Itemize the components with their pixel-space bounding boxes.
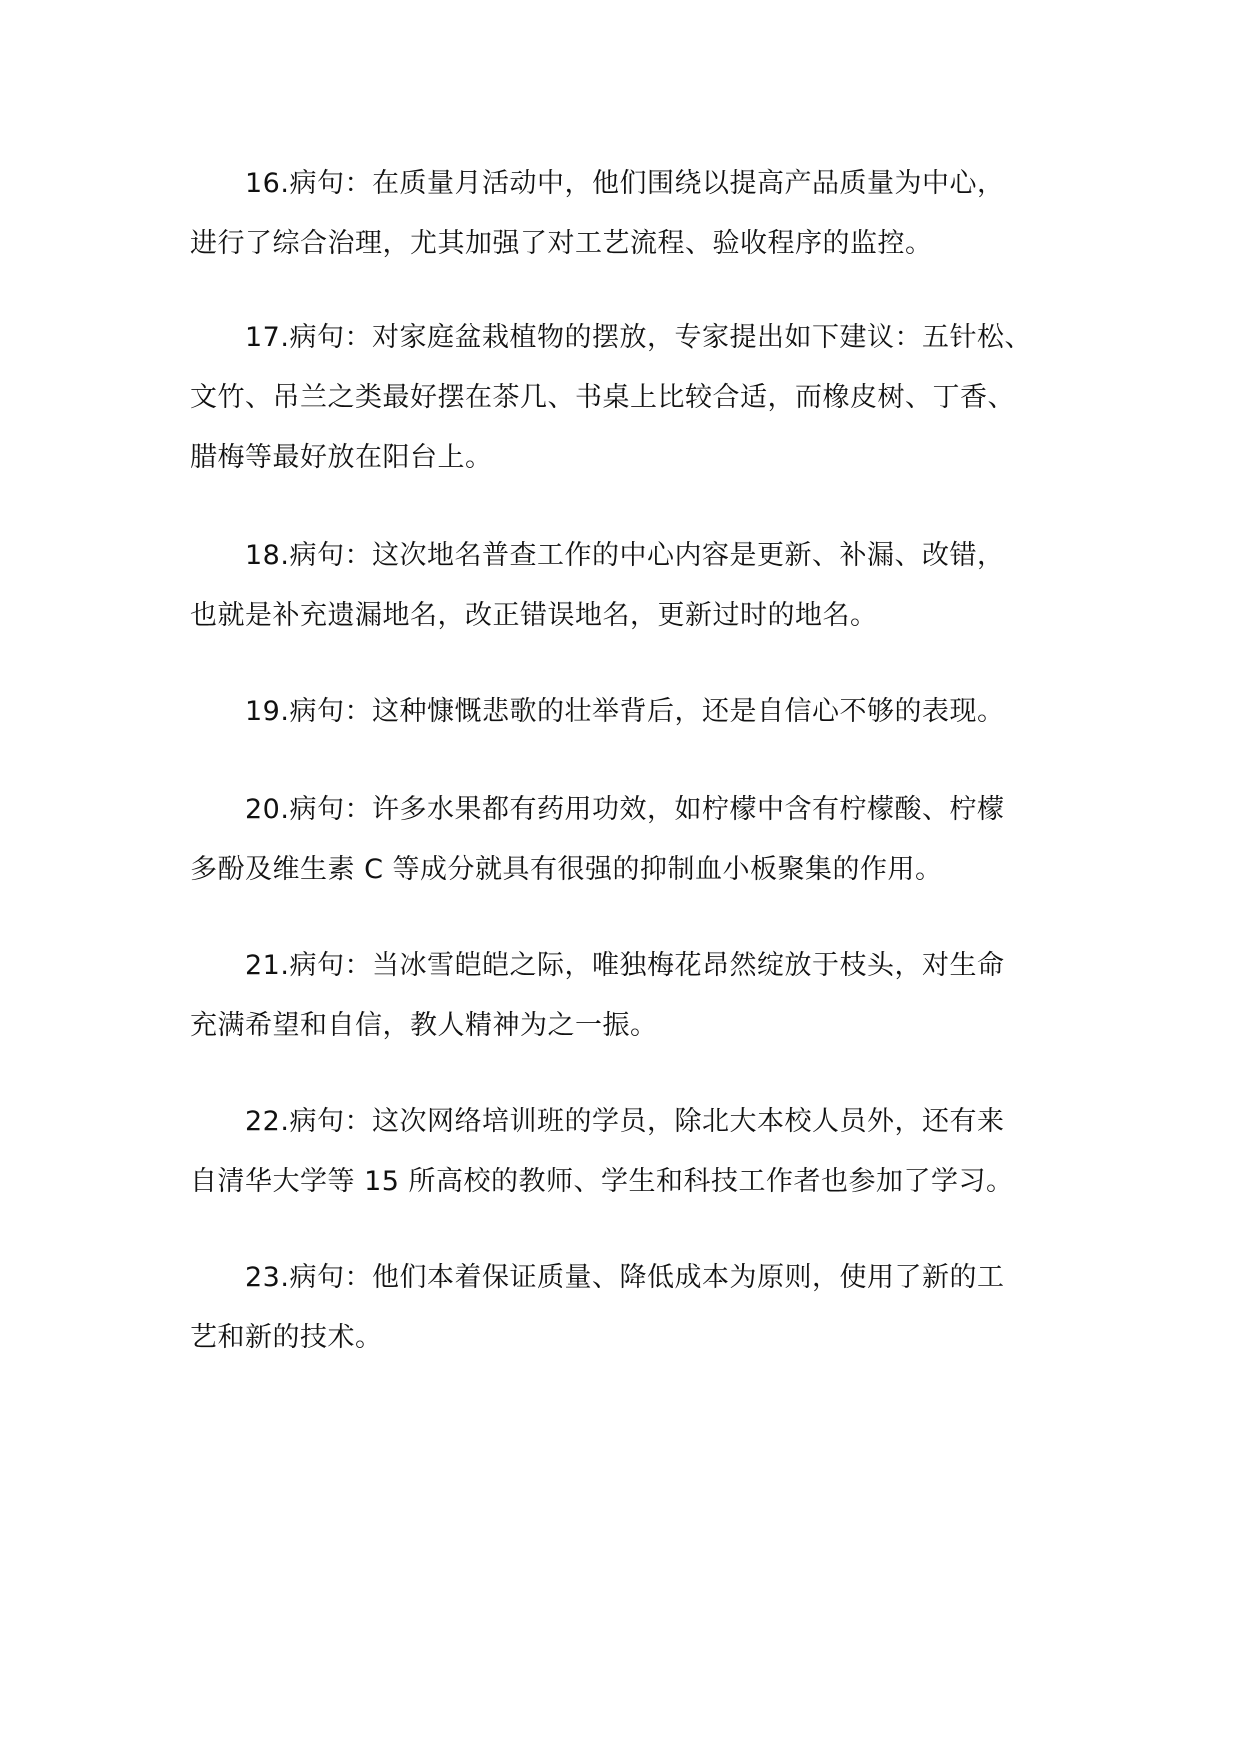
sentence-line: 多酚及维生素 C 等成分就具有很强的抑制血小板聚集的作用。 [190,854,943,885]
sentence-line: 19.病句：这种慷慨悲歌的壮举背后，还是自信心不够的表现。 [245,696,1005,727]
sentence-item-23 [190,1248,1070,1368]
sentence-line: 自清华大学等 15 所高校的教师、学生和科技工作者也参加了学习。 [190,1166,1014,1197]
sentence-item-21 [190,936,1070,1056]
sentence-line: 艺和新的技术。 [190,1322,383,1353]
sentence-line: 20.病句：许多水果都有药用功效，如柠檬中含有柠檬酸、柠檬 [245,794,1005,825]
sentence-line: 也就是补充遗漏地名，改正错误地名，更新过时的地名。 [190,600,878,631]
sentence-line: 腊梅等最好放在阳台上。 [190,442,493,473]
sentence-line: 21.病句：当冰雪皑皑之际，唯独梅花昂然绽放于枝头，对生命 [245,950,1005,981]
sentence-item-16 [190,154,1070,274]
sentence-line: 18.病句：这次地名普查工作的中心内容是更新、补漏、改错， [245,540,1005,571]
sentence-line: 文竹、吊兰之类最好摆在茶几、书桌上比较合适，而橡皮树、丁香、 [190,382,1015,413]
sentence-item-19 [190,682,1070,742]
sentence-item-20 [190,780,1070,900]
sentence-line: 22.病句：这次网络培训班的学员，除北大本校人员外，还有来 [245,1106,1005,1137]
sentence-line: 23.病句：他们本着保证质量、降低成本为原则，使用了新的工 [245,1262,1005,1293]
sentence-line: 充满希望和自信，教人精神为之一振。 [190,1010,658,1041]
sentence-line: 进行了综合治理，尤其加强了对工艺流程、验收程序的监控。 [190,228,933,259]
sentence-line: 16.病句：在质量月活动中，他们围绕以提高产品质量为中心， [245,168,1005,199]
sentence-item-18 [190,526,1070,646]
sentence-line: 17.病句：对家庭盆栽植物的摆放，专家提出如下建议：五针松、 [245,322,1032,353]
sentence-item-17 [190,308,1070,488]
sentence-item-22 [190,1092,1070,1212]
